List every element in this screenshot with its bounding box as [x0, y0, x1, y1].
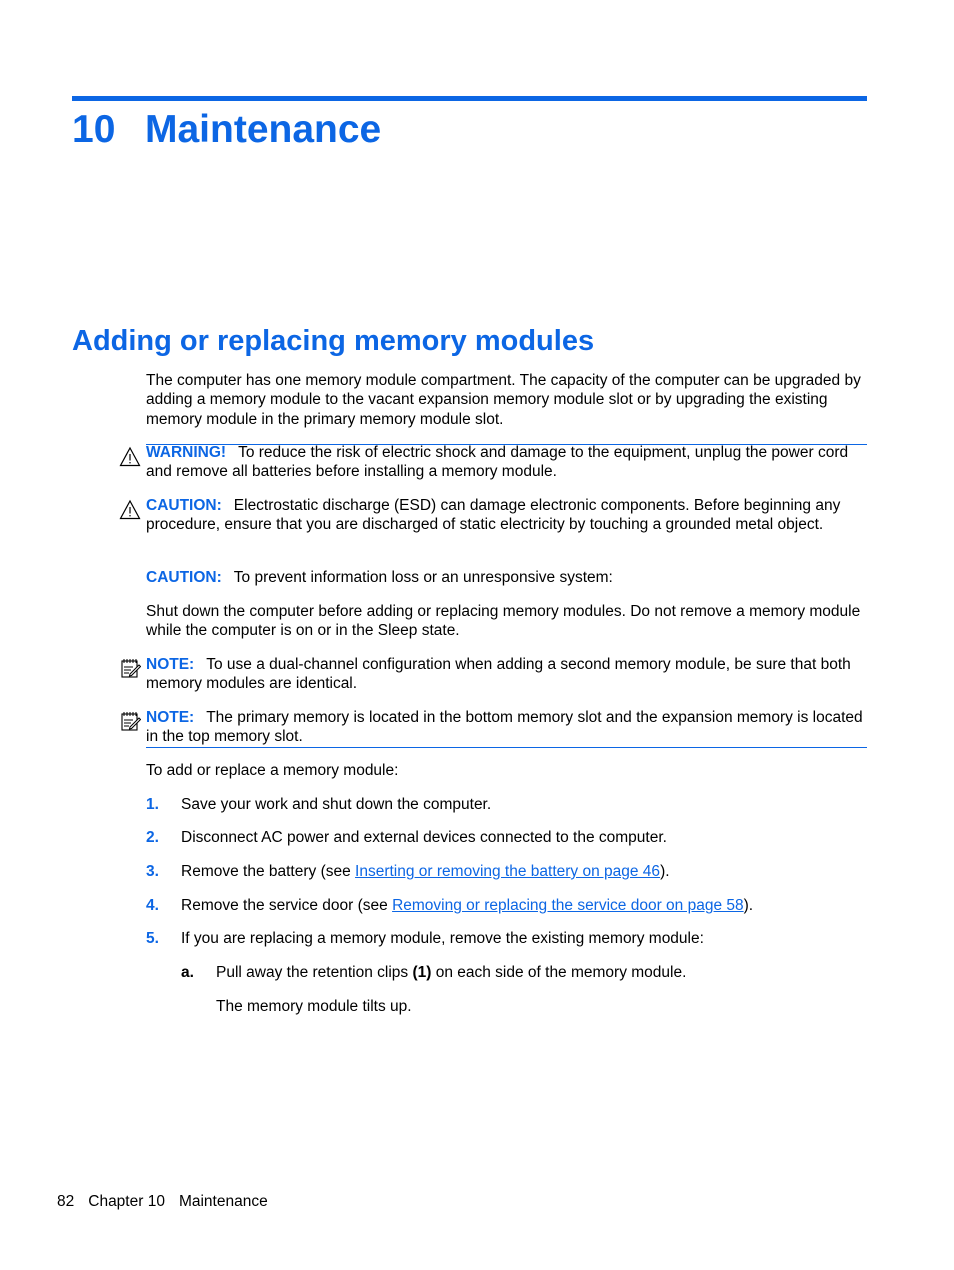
warning-triangle-icon	[119, 446, 141, 468]
service-door-page-link[interactable]: Removing or replacing the service door on page 58	[392, 897, 744, 914]
caution-label: CAUTION:	[146, 497, 222, 514]
caution-text: Electrostatic discharge (ESD) can damage electronic components. Before beginning any procedure, ensure that you are discharged of static electricity by touching a grounded metal object.	[146, 497, 841, 534]
note-label: NOTE:	[146, 656, 195, 673]
step-text-pre: Remove the service door (see	[181, 897, 393, 914]
chapter-name: Maintenance	[145, 108, 382, 151]
step-text-post: ).	[660, 863, 670, 880]
caution-text: To prevent information loss or an unresponsive system:	[233, 569, 613, 586]
note-notice-dual-channel	[146, 655, 868, 694]
step-number: 1.	[146, 796, 159, 813]
callout-number: (1)	[412, 964, 432, 981]
step-text	[181, 896, 753, 915]
step-number: 4.	[146, 897, 159, 914]
warning-text: To reduce the risk of electric shock and damage to the equipment, unplug the power cord and remove all batteries before installing a memory module.	[146, 444, 849, 481]
caution-followup: Shut down the computer before adding or replacing memory modules. Do not remove a memory module while the computer is on or in the Sleep state.	[146, 603, 861, 640]
chapter-title	[72, 106, 381, 154]
step-text: Disconnect AC power and external devices connected to the computer.	[181, 829, 667, 846]
page-footer	[57, 1192, 282, 1211]
chapter-number: 10	[72, 108, 116, 151]
note-notice-slot-location	[146, 708, 868, 747]
footer-chapter: Chapter 10	[88, 1193, 165, 1210]
warning-notice	[146, 443, 868, 482]
notice-bottom-rule	[146, 747, 867, 748]
substep-text	[216, 963, 686, 982]
battery-page-link[interactable]: Inserting or removing the battery on page 46	[355, 863, 661, 880]
caution-notice-esd	[146, 496, 868, 535]
chapter-rule	[72, 96, 867, 101]
substep-text-pre: Pull away the retention clips	[216, 964, 413, 981]
note-pad-icon	[119, 710, 141, 732]
footer-title: Maintenance	[178, 1193, 268, 1210]
substep-text-post: on each side of the memory module.	[431, 964, 687, 981]
substep-letter: a.	[181, 964, 194, 981]
caution-notice-shutdown	[146, 568, 868, 587]
page-number: 82	[57, 1193, 75, 1210]
intro-paragraph: The computer has one memory module compartment. The capacity of the computer can be upgraded by adding a memory module to the vacant expansion memory module slot or by upgrading the existing memory module in the primary memory module slot.	[146, 372, 861, 428]
step-text: If you are replacing a memory module, remove the existing memory module:	[181, 930, 704, 947]
step-number: 2.	[146, 829, 159, 846]
warning-label: WARNING!	[146, 444, 227, 461]
procedure-intro: To add or replace a memory module:	[146, 762, 399, 779]
section-title: Adding or replacing memory modules	[72, 325, 595, 357]
caution-triangle-icon	[119, 499, 141, 521]
note-text: To use a dual-channel configuration when adding a second memory module, be sure that both memory modules are identical.	[146, 656, 851, 693]
step-text-post: ).	[743, 897, 754, 914]
caution-label: CAUTION:	[146, 569, 222, 586]
step-text: Save your work and shut down the computer.	[181, 796, 492, 813]
note-label: NOTE:	[146, 709, 195, 726]
step-text-pre: Remove the battery (see	[181, 863, 356, 880]
step-text	[181, 862, 670, 881]
note-pad-icon	[119, 657, 141, 679]
substep-result: The memory module tilts up.	[216, 998, 412, 1015]
step-number: 5.	[146, 930, 159, 947]
note-text: The primary memory is located in the bottom memory slot and the expansion memory is located in the top memory slot.	[146, 709, 863, 746]
step-number: 3.	[146, 863, 159, 880]
